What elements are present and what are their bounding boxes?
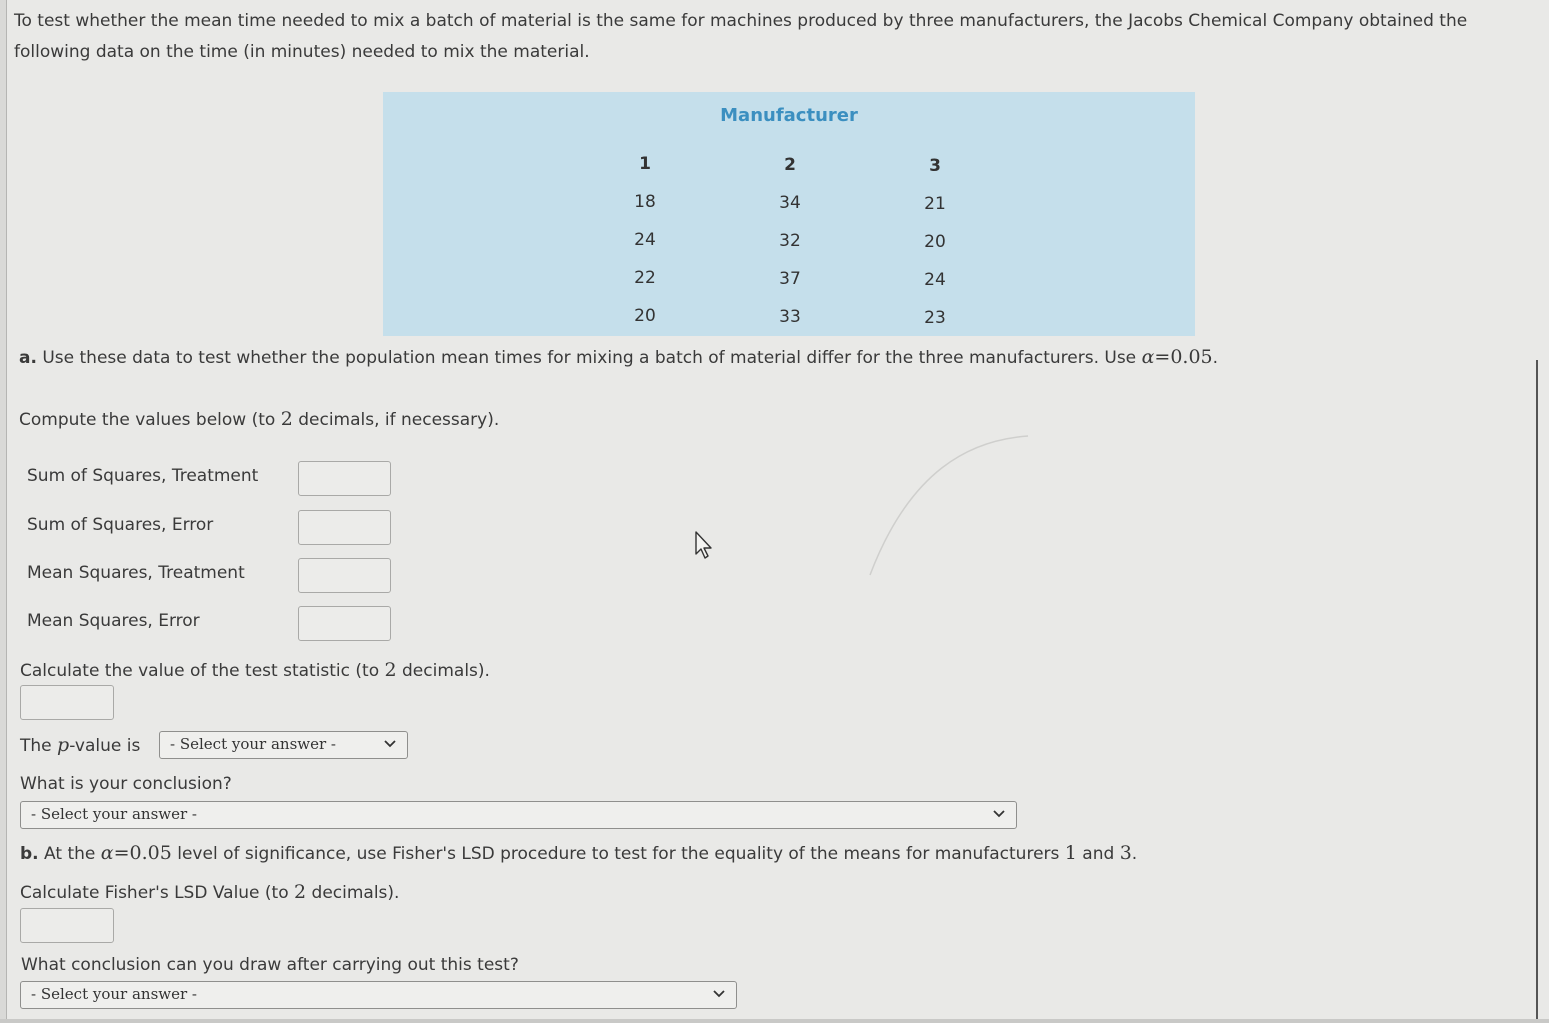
manufacturer-1: 1 (1064, 842, 1077, 864)
table-cell: 24 (634, 230, 656, 250)
alpha-equals: = (113, 842, 130, 864)
lsd-instruction (20, 881, 399, 903)
chevron-down-icon (381, 734, 399, 752)
period: . (1131, 844, 1138, 864)
alpha-value: 0.05 (129, 842, 172, 864)
table-cell: 21 (924, 194, 946, 214)
problem-intro: To test whether the mean time needed to mix a batch of material is the same for machines produced by three manufacturers, the Jacobs Chemical Company obtained the following data on the time (in minutes) needed to mix the material. (14, 11, 1468, 62)
part-b-text-before: At the (44, 844, 96, 864)
lsd-text-before: Calculate Fisher's LSD Value (to (20, 883, 289, 903)
lsd-input[interactable] (20, 908, 114, 943)
ms-treatment-label: Mean Squares, Treatment (27, 563, 245, 583)
test-statistic-instruction (20, 659, 490, 681)
alpha-value: 0.05 (1170, 346, 1213, 368)
data-table (383, 92, 1195, 336)
pvalue-select-value: - Select your answer - (170, 735, 336, 753)
ms-treatment-input[interactable] (298, 558, 391, 593)
lsd-decimals: 2 (294, 881, 307, 903)
column-header-2: 2 (784, 155, 796, 175)
conclusion-select-value: - Select your answer - (31, 805, 197, 823)
table-cell: 23 (924, 308, 946, 328)
part-a-label: a. (19, 348, 37, 368)
pvalue-label (20, 734, 140, 756)
alpha-symbol: α (1141, 346, 1155, 368)
period: . (1212, 348, 1219, 368)
ss-treatment-label: Sum of Squares, Treatment (27, 466, 259, 486)
compute-text-before: Compute the values below (to (19, 410, 276, 430)
part-a-text: Use these data to test whether the population mean times for mixing a batch of material differ for the three manufacturers. Use (42, 348, 1137, 368)
table-cell: 18 (634, 192, 656, 212)
lsd-text-after: decimals). (311, 883, 400, 903)
chevron-down-icon (710, 984, 728, 1002)
pvalue-text-before: The (20, 736, 52, 756)
alpha-symbol: α (100, 842, 114, 864)
pvalue-p: p (57, 734, 70, 756)
ss-error-input[interactable] (298, 510, 391, 545)
table-cell: 33 (779, 307, 801, 327)
table-cell: 32 (779, 231, 801, 251)
lsd-conclusion-question: What conclusion can you draw after carrying out this test? (21, 955, 519, 975)
compute-text-after: decimals, if necessary). (298, 410, 500, 430)
column-header-1: 1 (639, 154, 651, 174)
column-header-3: 3 (929, 156, 941, 176)
ms-error-label: Mean Squares, Error (27, 611, 200, 631)
mouse-pointer-icon (694, 530, 716, 560)
part-b-label: b. (20, 844, 39, 864)
table-cell: 20 (634, 306, 656, 326)
table-cell: 24 (924, 270, 946, 290)
table-title: Manufacturer (720, 105, 858, 126)
table-cell: 34 (779, 193, 801, 213)
ms-error-input[interactable] (298, 606, 391, 641)
table-cell: 22 (634, 268, 656, 288)
pvalue-select[interactable] (159, 731, 408, 759)
test-stat-decimals: 2 (384, 659, 397, 681)
left-border (0, 0, 7, 1023)
ss-treatment-input[interactable] (298, 461, 391, 496)
part-b-text-mid: level of significance, use Fisher's LSD procedure to test for the equality of the means for manufacturers (177, 844, 1060, 864)
test-stat-text-before: Calculate the value of the test statistic (to (20, 661, 380, 681)
test-stat-text-after: decimals). (402, 661, 490, 681)
alpha-equals: = (1154, 346, 1171, 368)
pvalue-text-after: -value is (69, 736, 141, 756)
table-cell: 20 (924, 232, 946, 252)
test-statistic-input[interactable] (20, 685, 114, 720)
lsd-conclusion-select-value: - Select your answer - (31, 985, 197, 1003)
conclusion-select[interactable] (20, 801, 1017, 829)
manufacturer-3: 3 (1119, 842, 1132, 864)
ss-error-label: Sum of Squares, Error (27, 515, 214, 535)
bottom-border (0, 1019, 1549, 1023)
and-text: and (1082, 844, 1115, 864)
right-border (1536, 360, 1538, 1020)
background-scribble (860, 430, 1040, 580)
chevron-down-icon (990, 804, 1008, 822)
compute-decimals: 2 (280, 408, 293, 430)
part-b-question (20, 842, 1137, 864)
table-cell: 37 (779, 269, 801, 289)
lsd-conclusion-select[interactable] (20, 981, 737, 1009)
part-a-question (19, 346, 1218, 368)
compute-instruction (19, 408, 499, 430)
conclusion-question: What is your conclusion? (20, 774, 232, 794)
